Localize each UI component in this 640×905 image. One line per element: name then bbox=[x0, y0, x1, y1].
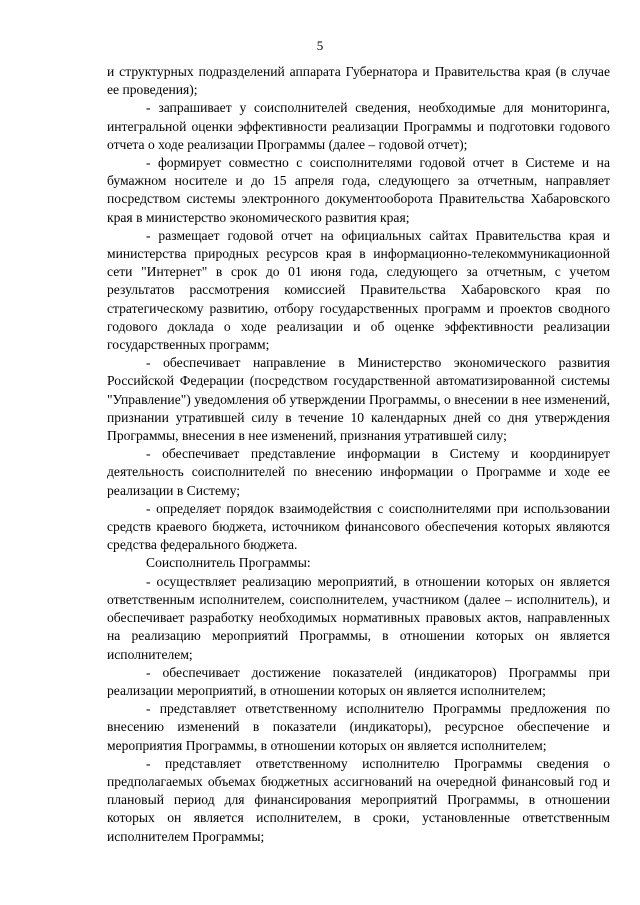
paragraph-10: - обеспечивает достижение показателей (индикаторов) Программы при реализации мероприятий, в отношении которых он является исполнителем; bbox=[107, 664, 610, 698]
paragraph-7: - определяет порядок взаимодействия с соисполнителями при использовании средств краевого бюджета, источником финансового обеспечения которых являются средства федерального бюджета. bbox=[107, 500, 610, 553]
document-body bbox=[107, 63, 610, 846]
paragraph-9: - осуществляет реализацию мероприятий, в отношении которых он является ответственным исполнителем, соисполнителем, участником (далее – исполнитель), и обеспечивает разработку необходимых нормативных правовых актов, направленных на реализацию мероприятий Программы, в отношении которых он является исполнителем; bbox=[107, 573, 610, 662]
paragraph-8: Соисполнитель Программы: bbox=[146, 555, 311, 571]
paragraph-1: и структурных подразделений аппарата Губернатора и Правительства края (в случае ее проведения); bbox=[107, 64, 610, 98]
page-number: 5 bbox=[316, 38, 324, 53]
paragraph-12: - представляет ответственному исполнителю Программы сведения о предполагаемых объемах бюджетных ассигнований на очередной финансовый год и плановый период для финансирования мероприятий Программы, в отношении которых он является исполнителем, в сроки, установленные ответственным исполнителем Программы; bbox=[107, 755, 610, 844]
paragraph-6: - обеспечивает представление информации в Систему и координирует деятельность соисполнителей по внесению информации о Программе и ходе ее реализации в Систему; bbox=[107, 446, 610, 498]
paragraph-5: - обеспечивает направление в Министерство экономического развития Российской Федерации (посредством государственной автоматизированной системы "Управление") уведомления об утверждении Программы, о внесении в нее изменений, признании утратившей силу в течение 10 календарных дней со дня утверждения Программы, внесения в нее изменений, признания утратившей силу; bbox=[107, 355, 610, 444]
paragraph-4: - размещает годовой отчет на официальных сайтах Правительства края и министерства природных ресурсов края в информационно-телекоммуникационной сети "Интернет" в срок до 01 июня года, следующего за отчетным, с учетом результатов рассмотрения комиссией Правительства Хабаровского края по стратегическому развитию, отбору государственных программ и проектов сводного годового доклада о ходе реализации и об оценке эффективности реализации государственных программ; bbox=[107, 227, 610, 353]
paragraph-11: - представляет ответственному исполнителю Программы предложения по внесению изменений в показатели (индикаторы), ресурсное обеспечение и мероприятия Программы, в отношении которых он является исполнителем; bbox=[107, 701, 610, 753]
paragraph-3: - формирует совместно с соисполнителями годовой отчет в Системе и на бумажном носителе и до 15 апреля года, следующего за отчетным, направляет посредством системы электронного документооборота Правительства Хабаровского края в министерство экономического развития края; bbox=[107, 155, 610, 225]
paragraph-2: - запрашивает у соисполнителей сведения, необходимые для мониторинга, интегральной оценки эффективности реализации Программы и подготовки годового отчета о ходе реализации Программы (далее – годовой отчет); bbox=[107, 100, 610, 152]
